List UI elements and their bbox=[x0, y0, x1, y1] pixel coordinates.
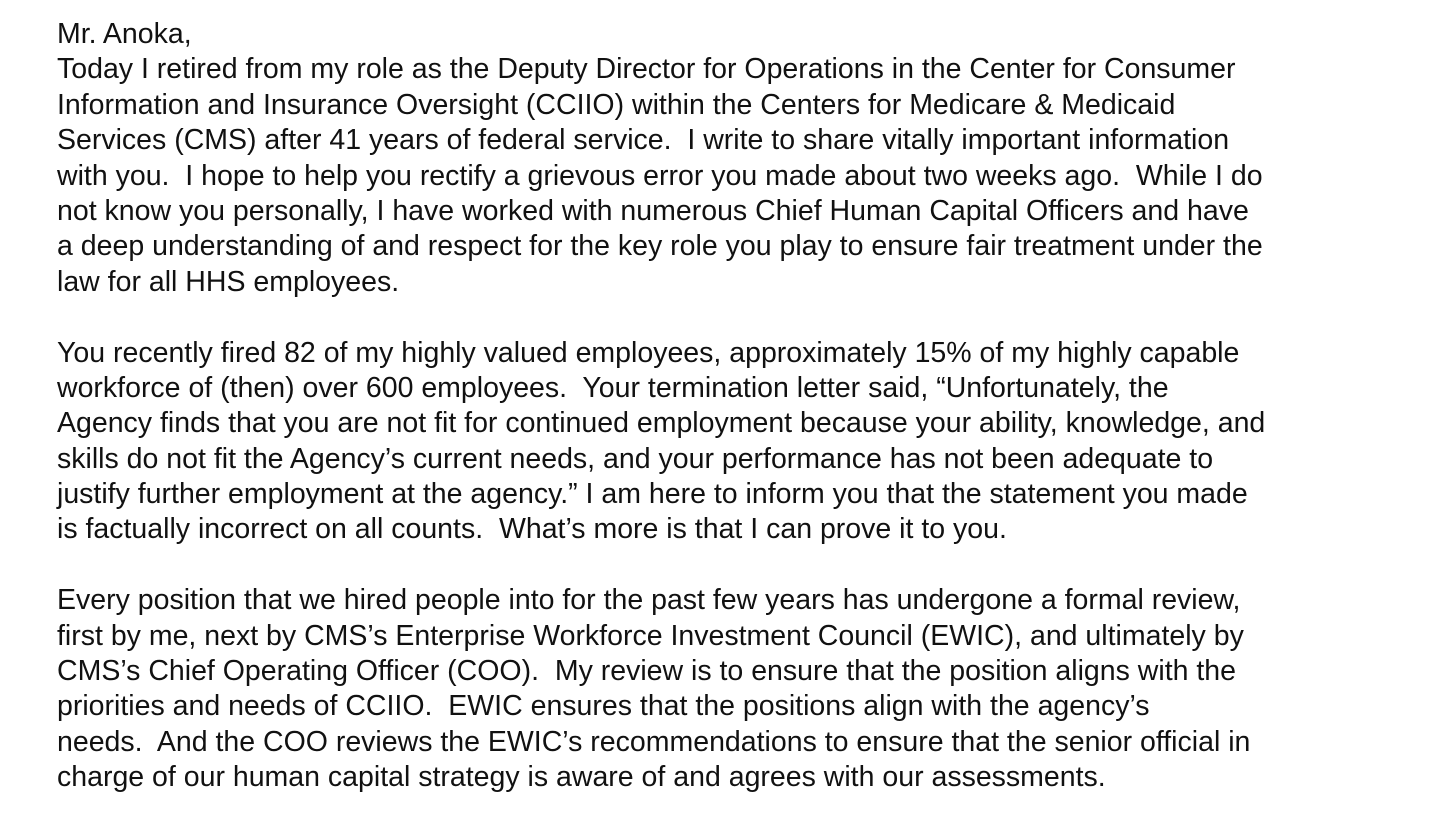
letter-body bbox=[57, 17, 1442, 796]
text-line: workforce of (then) over 600 employees. Your termination letter said, “Unfortunately, the bbox=[57, 371, 1169, 404]
text-line: is factually incorrect on all counts. What’s more is that I can prove it to you. bbox=[57, 513, 1007, 546]
paragraph-firings bbox=[57, 336, 1442, 548]
paragraph-retirement bbox=[57, 52, 1442, 300]
text-line: Agency finds that you are not fit for continued employment because your ability, knowledge, and bbox=[57, 407, 1266, 440]
text-line: law for all HHS employees. bbox=[57, 265, 400, 298]
text-line: priorities and needs of CCIIO. EWIC ensures that the positions align with the agency’s bbox=[57, 690, 1150, 723]
text-line: Information and Insurance Oversight (CCIIO) within the Centers for Medicare & Medicaid bbox=[57, 88, 1176, 121]
text-line: not know you personally, I have worked with numerous Chief Human Capital Officers and have bbox=[57, 194, 1249, 227]
text-line: charge of our human capital strategy is aware of and agrees with our assessments. bbox=[57, 761, 1106, 794]
text-line: Today I retired from my role as the Deputy Director for Operations in the Center for Consumer bbox=[57, 53, 1236, 86]
text-line: CMS’s Chief Operating Officer (COO). My review is to ensure that the position aligns with the bbox=[57, 655, 1237, 688]
text-line: Every position that we hired people into for the past few years has undergone a formal review, bbox=[57, 584, 1241, 617]
paragraph-spacer bbox=[57, 548, 1442, 583]
text-line: first by me, next by CMS’s Enterprise Workforce Investment Council (EWIC), and ultimately by bbox=[57, 619, 1244, 652]
text-line: justify further employment at the agency.” I am here to inform you that the statement you made bbox=[57, 478, 1248, 511]
text-line: Services (CMS) after 41 years of federal service. I write to share vitally important information bbox=[57, 124, 1230, 157]
text-line: needs. And the COO reviews the EWIC’s recommendations to ensure that the senior official in bbox=[57, 725, 1251, 758]
text-line: skills do not fit the Agency’s current needs, and your performance has not been adequate to bbox=[57, 442, 1214, 475]
text-line: a deep understanding of and respect for the key role you play to ensure fair treatment under the bbox=[57, 230, 1263, 263]
paragraph-review-process bbox=[57, 583, 1442, 795]
text-line: with you. I hope to help you rectify a grievous error you made about two weeks ago. While I do bbox=[57, 159, 1263, 192]
text-line: You recently fired 82 of my highly valued employees, approximately 15% of my highly capable bbox=[57, 336, 1240, 369]
paragraph-spacer bbox=[57, 300, 1442, 335]
salutation: Mr. Anoka, bbox=[57, 18, 192, 50]
